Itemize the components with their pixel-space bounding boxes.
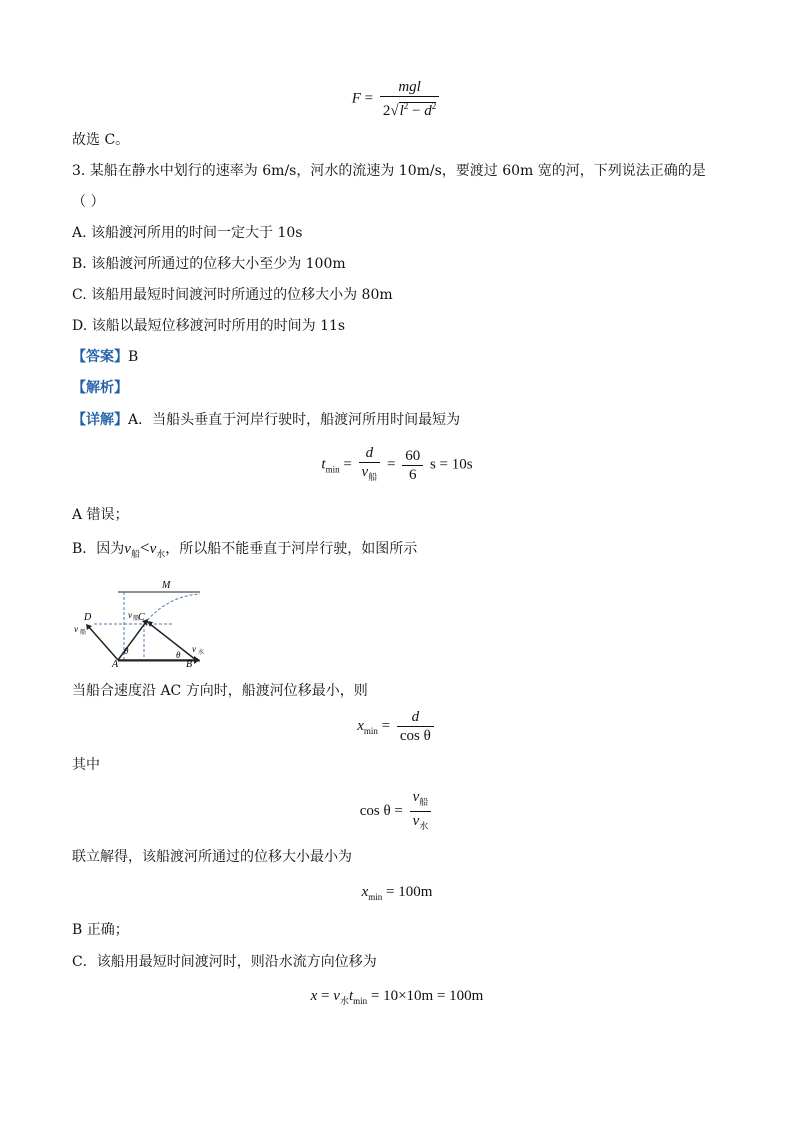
sub: 船 bbox=[419, 797, 429, 807]
label-sub: 水 bbox=[198, 650, 205, 656]
label-theta: θ bbox=[176, 650, 181, 660]
formula-rhs: = 10×10m = 100m bbox=[370, 988, 484, 1004]
answer-tag: 【答案】 bbox=[72, 349, 128, 365]
detail-tag: 【详解】 bbox=[72, 412, 128, 428]
denominator: v bbox=[412, 813, 420, 829]
den-coef: 2 bbox=[382, 103, 391, 119]
denominator: cos θ bbox=[399, 728, 431, 744]
label-D: D bbox=[84, 612, 92, 623]
vector-diagram bbox=[72, 574, 212, 668]
less-than: < bbox=[139, 538, 150, 557]
numerator: d bbox=[359, 444, 381, 463]
formula-force bbox=[0, 78, 794, 120]
c-text: C．该船用最短时间渡河时，则沿水流方向位移为 bbox=[72, 954, 377, 970]
b-text2: 联立解得，该船渡河所通过的位移大小最小为 bbox=[72, 849, 352, 865]
question-paren: （ ） bbox=[72, 194, 105, 210]
x-symbol: x bbox=[310, 988, 318, 1004]
analysis-tag: 【解析】 bbox=[72, 380, 128, 396]
answer-line bbox=[72, 347, 138, 367]
analysis-line bbox=[72, 378, 128, 398]
exp: 2 bbox=[431, 101, 437, 111]
formula-tmin bbox=[0, 444, 794, 486]
b-text1: 当船合速度沿 AC 方向时，船渡河位移最小，则 bbox=[72, 683, 368, 699]
sub: 船 bbox=[368, 472, 378, 482]
sub: min bbox=[353, 996, 368, 1006]
label-sub: 船 bbox=[80, 630, 87, 636]
t-symbol: t bbox=[348, 988, 354, 1004]
den-l: l bbox=[399, 103, 404, 119]
option-a: A. 该船渡河所用的时间一定大于 10s bbox=[72, 225, 303, 241]
label-C: C bbox=[138, 612, 145, 623]
equals-sign: = bbox=[343, 456, 352, 473]
formula-xmin bbox=[0, 708, 794, 745]
label-A: A bbox=[112, 659, 119, 668]
label-v: v bbox=[74, 624, 78, 634]
where-text: 其中 bbox=[72, 757, 100, 773]
sub: min bbox=[368, 892, 383, 902]
option-c: C. 该船用最短时间渡河时所通过的位移大小为 80m bbox=[72, 287, 393, 303]
formula-xmin2 bbox=[0, 882, 794, 907]
x-symbol: x bbox=[357, 717, 364, 734]
vector-boat-right bbox=[150, 624, 196, 660]
option-d: D. 该船以最短位移渡河时所用的时间为 11s bbox=[72, 318, 346, 334]
numerator: v bbox=[412, 789, 420, 805]
answer-prev: 故选 C。 bbox=[72, 132, 130, 148]
formula-rhs: = 100m bbox=[386, 884, 433, 900]
sub: min bbox=[325, 464, 340, 475]
vector-resultant bbox=[118, 622, 146, 660]
denominator: 6 bbox=[408, 466, 417, 483]
b-pre: B．因为 bbox=[72, 541, 125, 557]
numerator: 60 bbox=[402, 447, 423, 466]
x-symbol: x bbox=[361, 884, 369, 900]
option-b: B. 该船渡河所通过的位移大小至少为 100m bbox=[72, 256, 346, 272]
b-right: B 正确； bbox=[72, 922, 129, 938]
v-symbol: v bbox=[149, 541, 157, 557]
sub: 水 bbox=[339, 996, 349, 1006]
label-M: M bbox=[162, 580, 171, 591]
t-symbol: t bbox=[321, 456, 326, 473]
numerator: d bbox=[397, 708, 434, 727]
cos-symbol: cos θ bbox=[359, 802, 391, 819]
answer-value: B bbox=[128, 349, 139, 365]
equals-sign: = bbox=[321, 988, 330, 1004]
denominator: v bbox=[361, 464, 369, 480]
v-symbol: v bbox=[124, 541, 131, 557]
den-d: d bbox=[424, 103, 432, 119]
v-symbol: v bbox=[333, 988, 340, 1004]
label-v: v bbox=[192, 644, 196, 654]
sub: 船 bbox=[130, 550, 140, 560]
formula-tail: s = 10s bbox=[429, 456, 473, 473]
label-v: v bbox=[128, 610, 132, 620]
minus: − bbox=[408, 103, 425, 119]
sub: 水 bbox=[419, 821, 429, 831]
formula-cos bbox=[0, 788, 794, 835]
equals-sign: = bbox=[386, 456, 396, 473]
detail-text: A．当船头垂直于河岸行驶时，船渡河所用时间最短为 bbox=[128, 412, 461, 428]
fraction bbox=[410, 788, 432, 835]
label-sub: 船 bbox=[133, 616, 140, 622]
b-line bbox=[72, 538, 417, 565]
denominator: $2√l^2 - d^2$ bbox=[382, 101, 437, 119]
sub: min bbox=[363, 725, 378, 736]
question-text: 3. 某船在静水中划行的速率为 6m/s，河水的流速为 10m/s，要渡过 60m 宽的河，下列说法正确的是 bbox=[72, 163, 706, 179]
equals-sign: = bbox=[381, 717, 391, 734]
fraction bbox=[402, 447, 423, 484]
numerator: mgl bbox=[380, 78, 439, 97]
fraction bbox=[380, 78, 439, 120]
fraction bbox=[359, 444, 381, 486]
a-wrong: A 错误； bbox=[72, 507, 129, 523]
formula-x bbox=[0, 986, 794, 1011]
formula-lhs: F bbox=[351, 90, 361, 107]
equals-sign: = bbox=[394, 802, 403, 819]
dashed-curve bbox=[144, 594, 200, 624]
sub: 水 bbox=[156, 550, 166, 560]
exp: 2 bbox=[403, 101, 409, 111]
equals-sign: = bbox=[364, 90, 374, 107]
label-theta: θ bbox=[124, 646, 129, 656]
vector-boat-left bbox=[88, 626, 118, 660]
fraction bbox=[397, 708, 434, 745]
b-post: ，所以船不能垂直于河岸行驶，如图所示 bbox=[165, 541, 418, 557]
label-B: B bbox=[186, 659, 193, 668]
detail-line bbox=[72, 410, 460, 430]
